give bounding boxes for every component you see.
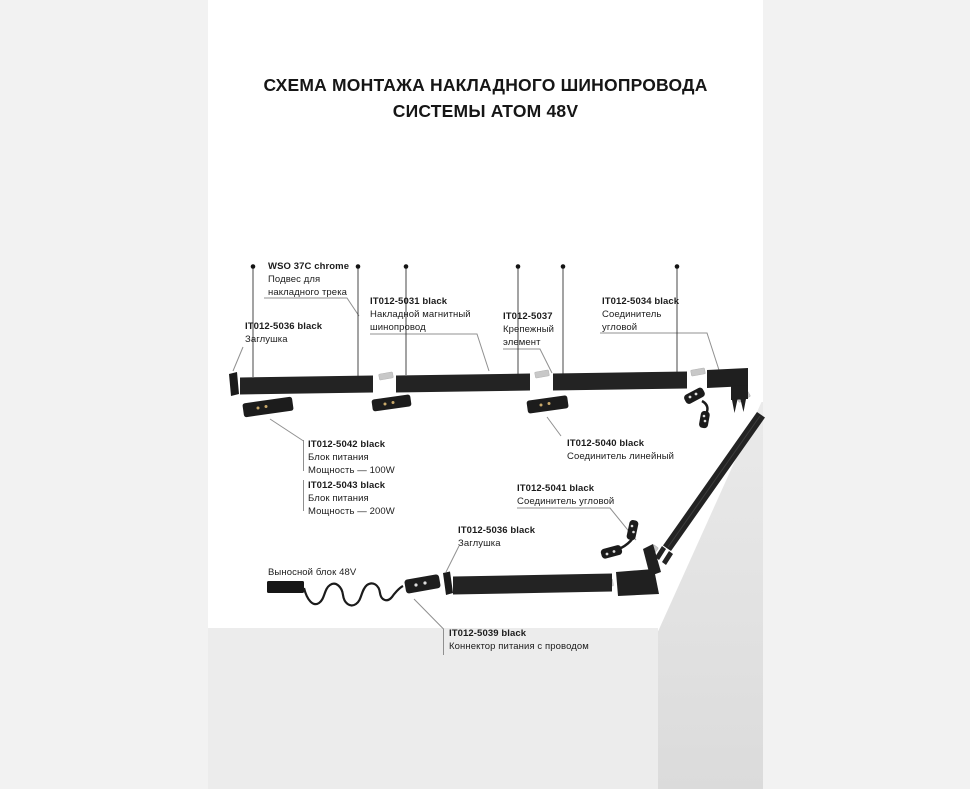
part-code: IT012-5036 black xyxy=(458,525,536,536)
part-desc: Заглушка xyxy=(458,538,501,549)
part-desc: Коннектор питания с проводом xyxy=(449,641,589,652)
label-corner-conn-top xyxy=(602,295,679,334)
part-code: IT012-5037 xyxy=(503,311,553,322)
part-desc: Крепежный xyxy=(503,324,555,335)
part-code: IT012-5042 black xyxy=(308,439,386,450)
part-desc: Блок питания xyxy=(308,452,369,463)
part-code: IT012-5043 black xyxy=(308,480,386,491)
part-desc: Соединитель угловой xyxy=(517,496,615,507)
part-desc: Соединитель xyxy=(602,309,662,320)
label-remote-block xyxy=(268,566,356,579)
track-segment-1 xyxy=(240,376,373,395)
track-segment-3 xyxy=(553,372,687,391)
page-title xyxy=(208,72,763,124)
label-power-connector xyxy=(449,627,589,653)
remote-block-unit xyxy=(267,581,304,593)
title-line-1: СХЕМА МОНТАЖА НАКЛАДНОГО ШИНОПРОВОДА xyxy=(263,75,708,95)
part-desc: шинопровод xyxy=(370,322,426,333)
label-corner-conn-bot xyxy=(517,482,614,508)
bottom-track xyxy=(453,574,612,595)
part-desc: элемент xyxy=(503,337,541,348)
label-psu-100 xyxy=(308,438,395,477)
part-code: IT012-5039 black xyxy=(449,628,527,639)
floor-plane xyxy=(208,628,658,789)
part-code: IT012-5034 black xyxy=(602,296,680,307)
part-desc: Заглушка xyxy=(245,334,288,345)
part-desc: Блок питания xyxy=(308,493,369,504)
label-end-cap-top xyxy=(245,320,322,346)
label-end-cap-bottom xyxy=(458,524,535,550)
part-desc: Подвес для xyxy=(268,274,321,285)
label-linear-conn xyxy=(567,437,674,463)
part-desc: Выносной блок 48V xyxy=(268,567,357,578)
part-code: IT012-5036 black xyxy=(245,321,323,332)
part-code: WSO 37C chrome xyxy=(268,261,350,272)
track-segment-2 xyxy=(396,374,530,393)
part-desc: Мощность — 100W xyxy=(308,465,395,476)
part-desc: Накладной магнитный xyxy=(370,309,471,320)
label-psu-200 xyxy=(308,479,395,518)
part-code: IT012-5041 black xyxy=(517,483,595,494)
part-desc: накладного трека xyxy=(268,287,348,298)
part-desc: угловой xyxy=(602,322,638,333)
part-desc: Соединитель линейный xyxy=(567,451,675,462)
part-code: IT012-5040 black xyxy=(567,438,645,449)
label-track xyxy=(370,295,471,334)
part-code: IT012-5031 black xyxy=(370,296,448,307)
label-mount-clip xyxy=(503,310,554,349)
title-line-2: СИСТЕМЫ ATOM 48V xyxy=(392,101,579,121)
part-desc: Мощность — 200W xyxy=(308,506,395,517)
label-suspension xyxy=(268,260,349,299)
